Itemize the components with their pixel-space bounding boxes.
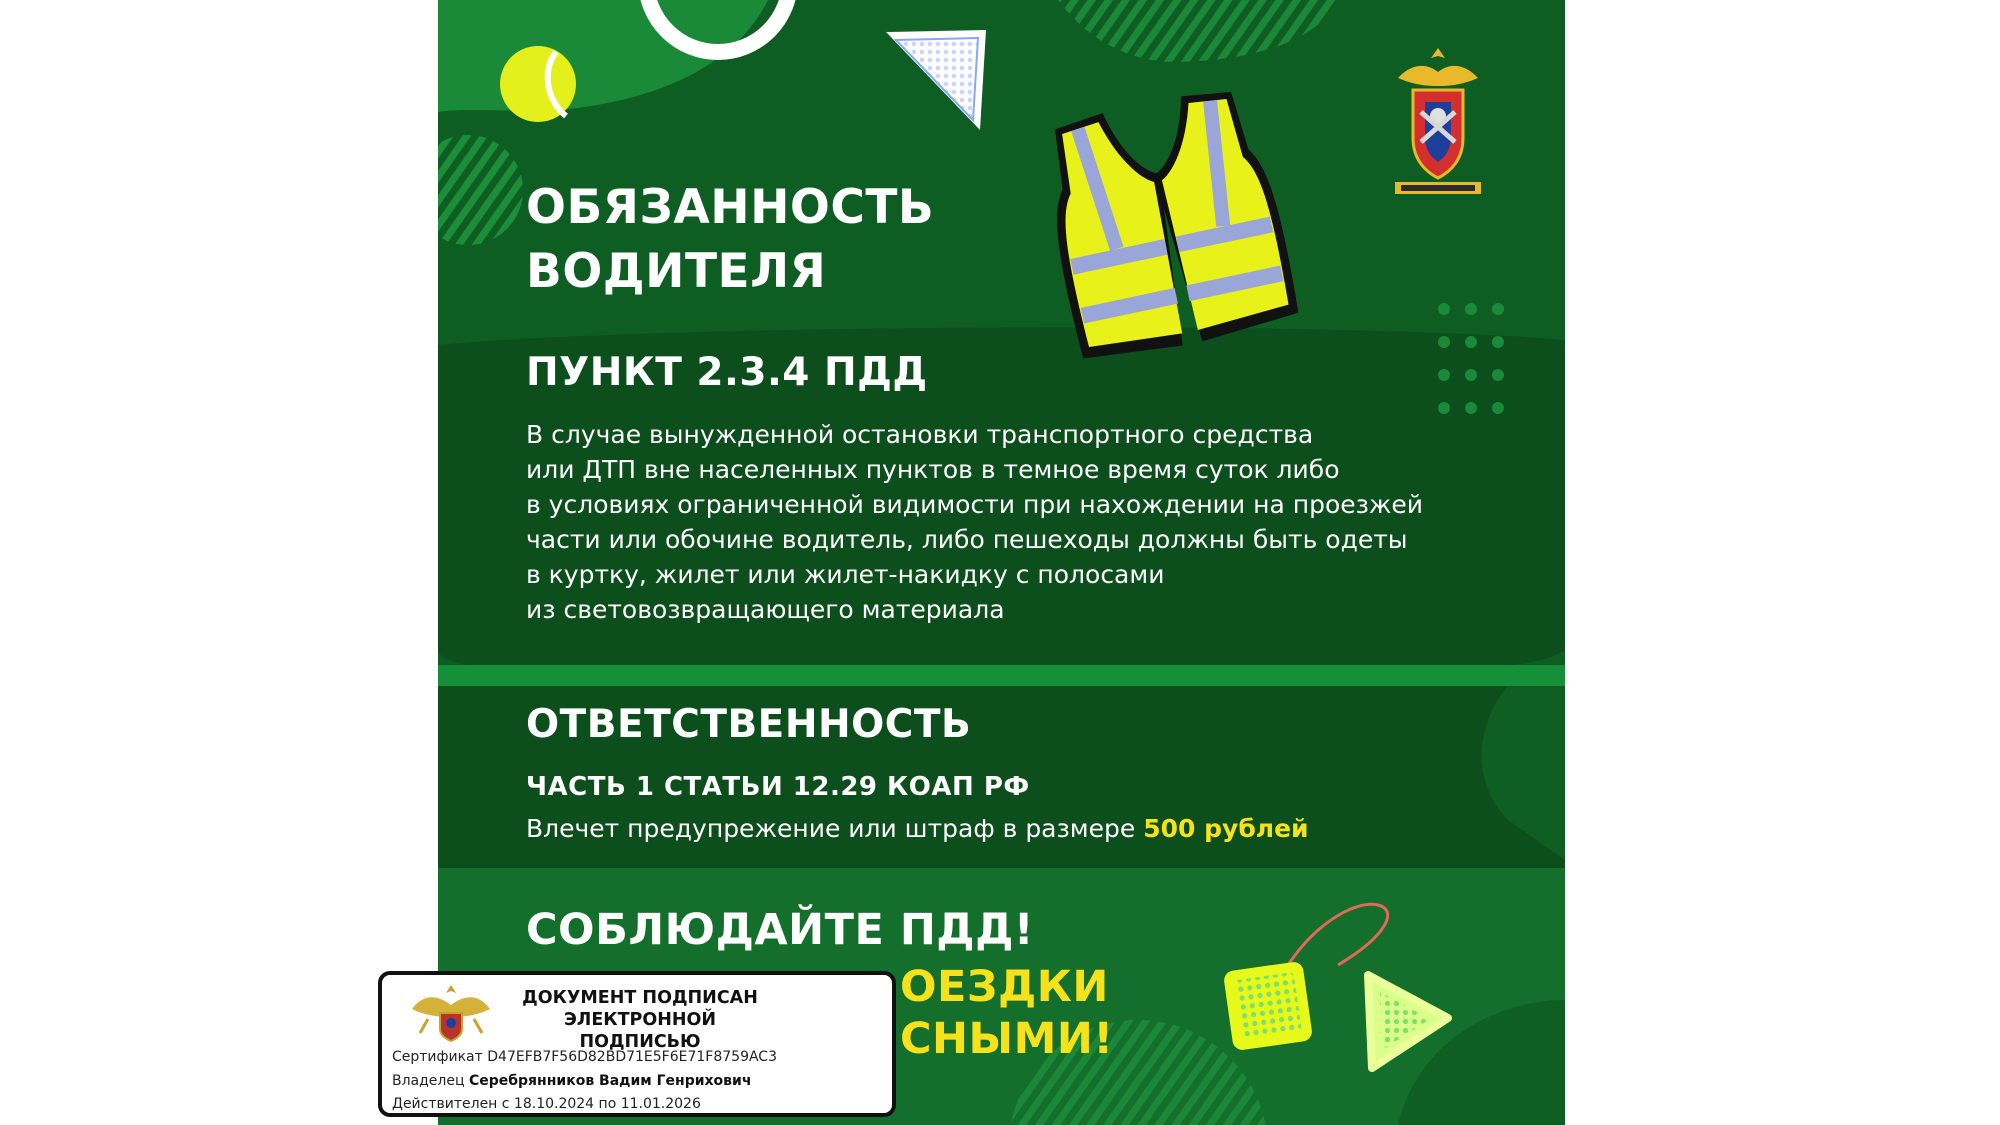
slogan-line-2: ОЕЗДКИ (900, 962, 1109, 1012)
rule-text-line: В случае вынужденной остановки транспортного средства (526, 420, 1314, 449)
rule-text-line: из световозвращающего материала (526, 595, 1005, 624)
owner-label: Владелец (392, 1073, 469, 1089)
signature-stamp (378, 971, 896, 1117)
fine-amount: 500 рублей (1143, 814, 1309, 843)
rule-text-line: в куртку, жилет или жилет-накидку с полосами (526, 560, 1165, 589)
rule-text-line: или ДТП вне населенных пунктов в темное время суток либо (526, 455, 1340, 484)
certificate-value: D47EFB7F56D82BD71E5F6E71F8759AC3 (487, 1049, 777, 1065)
title-line-1: ОБЯЗАННОСТЬ (526, 180, 935, 235)
stamp-owner (392, 1073, 751, 1089)
slogan-line-3: СНЫМИ! (900, 1014, 1114, 1064)
fine-description: Влечет предупрежение или штраф в размере (526, 814, 1144, 843)
reflective-vest-icon (1038, 88, 1298, 368)
rule-text (526, 417, 1423, 627)
eagle-emblem-icon (408, 983, 494, 1045)
stamp-certificate (392, 1049, 777, 1065)
stamp-validity: Действителен с 18.10.2024 по 11.01.2026 (392, 1096, 701, 1112)
certificate-label: Сертификат (392, 1049, 488, 1065)
rule-text-line: части или обочине водитель, либо пешеходы должны быть одеты (526, 525, 1408, 554)
responsibility-text (526, 811, 1309, 846)
police-emblem-icon (1383, 42, 1493, 202)
title-line-2: ВОДИТЕЛЯ (526, 244, 827, 299)
responsibility-subheading: ЧАСТЬ 1 СТАТЬИ 12.29 КОАП РФ (526, 772, 1030, 802)
poster (438, 0, 1565, 1125)
owner-value: Серебрянников Вадим Генрихович (468, 1073, 752, 1089)
rule-text-line: в условиях ограниченной видимости при нахождении на проезжей (526, 490, 1424, 519)
rule-heading: ПУНКТ 2.3.4 ПДД (526, 350, 928, 395)
stamp-title-line-1: ДОКУМЕНТ ПОДПИСАН (522, 988, 758, 1008)
responsibility-heading: ОТВЕТСТВЕННОСТЬ (526, 702, 972, 747)
stamp-title-line-2: ЭЛЕКТРОННОЙ ПОДПИСЬЮ (563, 1010, 717, 1052)
stamp-title (510, 987, 770, 1053)
poster-title (526, 176, 934, 304)
slogan-line-1: СОБЛЮДАЙТЕ ПДД! (526, 905, 1035, 955)
